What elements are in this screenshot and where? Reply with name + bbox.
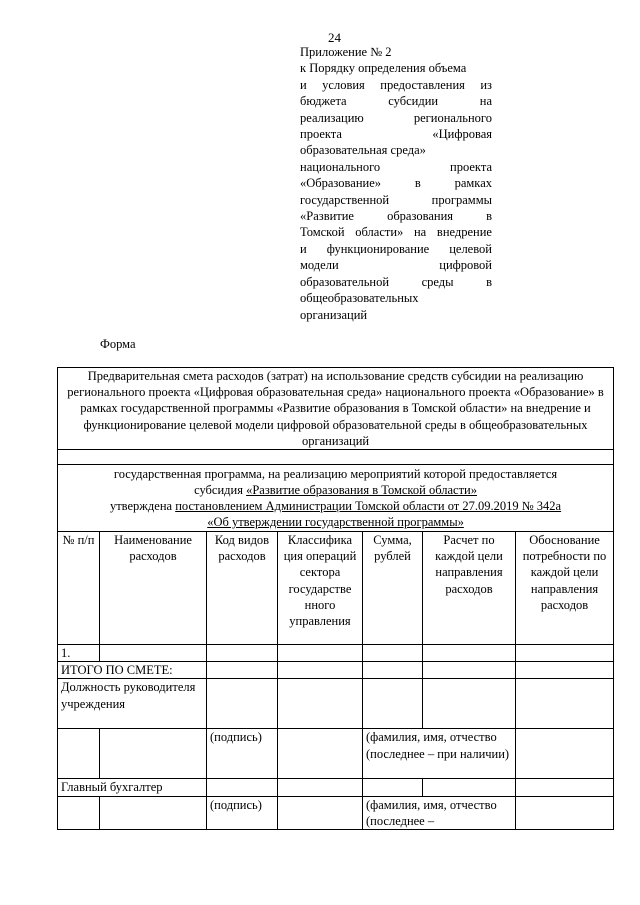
appendix-line: Томской области» на внедрение xyxy=(300,225,492,240)
signature-label: (подпись) xyxy=(207,729,278,779)
appendix-line: модели цифровой xyxy=(300,258,492,273)
appendix-block xyxy=(300,44,492,323)
name-hint: (фамилия, имя, отчество (последнее – при наличии) xyxy=(363,729,516,779)
header-cell: Наименование расходов xyxy=(100,532,207,645)
appendix-line: и функционирование целевой xyxy=(300,241,492,256)
program-info xyxy=(58,465,614,532)
header-cell: Сумма, рублей xyxy=(363,532,423,645)
appendix-line: образовательной среды в xyxy=(300,274,492,289)
accountant-label: Главный бухгалтер xyxy=(58,779,207,796)
appendix-line: «Развитие образования в xyxy=(300,209,492,224)
appendix-line: государственной программы xyxy=(300,192,492,207)
total-label: ИТОГО ПО СМЕТЕ: xyxy=(58,662,207,679)
appendix-line: организаций xyxy=(300,307,368,322)
program-line: государственная программа, на реализацию мероприятий которой предоставляется xyxy=(113,466,558,481)
appendix-line: «Образование» в рамках xyxy=(300,176,492,191)
program-name: «Развитие образования в Томской области» xyxy=(246,482,477,497)
approved-prefix: утверждена xyxy=(109,499,176,514)
appendix-line: бюджета субсидии на xyxy=(300,94,492,109)
appendix-line: образовательная среда» xyxy=(300,143,426,158)
signature-label: (подпись) xyxy=(207,796,278,829)
appendix-line: национального проекта xyxy=(300,159,492,174)
page-number: 24 xyxy=(328,30,341,45)
estimate-table xyxy=(57,367,614,830)
head-position: Должность руководителя учреждения xyxy=(58,679,207,729)
table-title: Предварительная смета расходов (затрат) на использование средств субсидии на реализацию регионального проекта «Цифровая образовательная среда» национального проекта «Образование» в рамках государственной программы «Развитие образования в Томской области» на внедрение и функционирование целевой модели цифровой образовательной среды в общеобразовательных организаций xyxy=(58,368,614,450)
appendix-line: проекта «Цифровая xyxy=(300,127,492,142)
program-subsidy-prefix: субсидия xyxy=(194,482,247,497)
header-cell: Классифика ция операций сектора государстве нного управления xyxy=(278,532,363,645)
appendix-line: к Порядку определения объема xyxy=(300,61,467,76)
appendix-line: общеобразовательных xyxy=(300,291,419,306)
header-cell: Расчет по каждой цели направления расходов xyxy=(423,532,516,645)
approved-title: «Об утверждении государственной программы» xyxy=(207,515,464,530)
form-label: Форма xyxy=(100,337,136,351)
approved-document: постановлением Администрации Томской области от 27.09.2019 № 342а xyxy=(175,499,562,514)
appendix-line: и условия предоставления из xyxy=(300,77,492,92)
appendix-line: реализацию регионального xyxy=(300,110,492,125)
appendix-line: Приложение № 2 xyxy=(300,45,392,59)
header-cell: Код видов расходов xyxy=(207,532,278,645)
header-cell: № п/п xyxy=(58,532,100,645)
name-hint: (фамилия, имя, отчество (последнее – xyxy=(363,796,516,829)
empty-row xyxy=(58,450,614,465)
header-cell: Обоснование потребности по каждой цели направления расходов xyxy=(516,532,614,645)
row-number: 1. xyxy=(58,645,100,662)
